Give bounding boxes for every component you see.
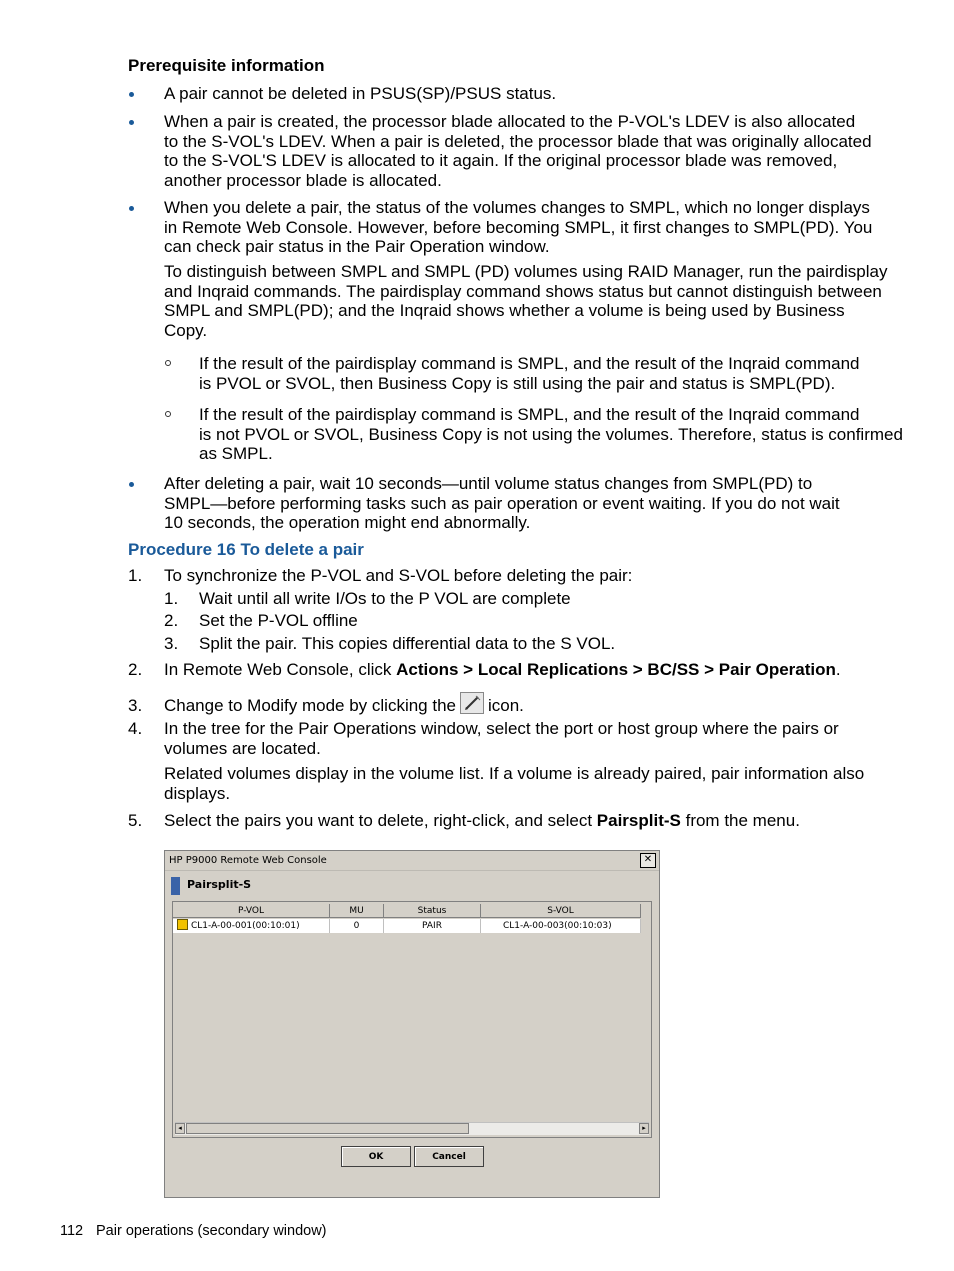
sub-bullet-2-line: is not PVOL or SVOL, Business Copy is not using the volumes. Therefore, status is confirmed xyxy=(199,424,903,444)
bullet-text-4-line: After deleting a pair, wait 10 seconds—until volume status changes from SMPL(PD) to xyxy=(164,474,813,493)
bullet-dot xyxy=(129,92,134,97)
bullet-3-paragraph-line: To distinguish between SMPL and SMPL (PD) volumes using RAID Manager, run the pairdisplay xyxy=(164,262,888,281)
bullet-3-paragraph-line: Copy. xyxy=(164,320,208,340)
bullet-text-3-line: can check pair status in the Pair Operation window. xyxy=(164,237,550,256)
menu-path: Actions > Local Replications > BC/SS > Pair Operation xyxy=(396,660,836,679)
horizontal-scrollbar[interactable] xyxy=(175,1122,649,1135)
column-header-pvol[interactable]: P-VOL xyxy=(173,904,330,918)
cell-status: PAIR xyxy=(384,919,481,933)
procedure-title: Procedure 16 To delete a pair xyxy=(128,540,364,559)
sub-bullet-2-line: as SMPL. xyxy=(199,444,273,463)
step-4-paragraph-line: Related volumes display in the volume list. If a volume is already paired, pair information also xyxy=(164,764,865,783)
substep-text: Set the P-VOL offline xyxy=(199,611,358,630)
step-2-text xyxy=(164,660,841,680)
footer-section: Pair operations (secondary window) xyxy=(96,1223,327,1239)
column-header-status[interactable]: Status xyxy=(384,904,481,918)
pairsplit-dialog xyxy=(164,850,660,1198)
table-header xyxy=(173,904,641,918)
step-5-text xyxy=(164,811,800,831)
bullet-text-2-line: When a pair is created, the processor blade allocated to the P-VOL's LDEV is also allocated xyxy=(164,112,856,131)
cell-pvol xyxy=(173,919,330,933)
sub-bullet-circle xyxy=(165,360,171,366)
cell-mu: 0 xyxy=(330,919,384,933)
step-2-post: . xyxy=(835,660,841,679)
substep-number: 3. xyxy=(164,634,179,653)
bullet-text-1: A pair cannot be deleted in PSUS(SP)/PSUS status. xyxy=(164,84,557,103)
ok-button[interactable]: OK xyxy=(341,1146,411,1167)
step-3-post: icon. xyxy=(488,696,524,715)
scroll-thumb[interactable] xyxy=(186,1123,469,1134)
bullet-text-4-line: 10 seconds, the operation might end abnormally. xyxy=(164,513,531,532)
scroll-right-icon[interactable]: ▸ xyxy=(639,1123,649,1134)
bullet-dot xyxy=(129,120,134,125)
cancel-button[interactable]: Cancel xyxy=(414,1146,484,1167)
substep-text: Split the pair. This copies differential data to the S VOL. xyxy=(199,634,616,653)
step-number: 5. xyxy=(128,811,143,830)
dialog-title: HP P9000 Remote Web Console xyxy=(165,851,659,871)
cell-svol: CL1-A-00-003(00:10:03) xyxy=(481,919,641,933)
bullet-text-3-line: in Remote Web Console. However, before becoming SMPL, it first changes to SMPL(PD). You xyxy=(164,217,873,237)
step-5-post: from the menu. xyxy=(680,811,800,830)
pvol-value: CL1-A-00-001(00:10:01) xyxy=(191,921,300,931)
step-number: 1. xyxy=(128,566,143,585)
step-number: 3. xyxy=(128,696,143,715)
step-4-paragraph-line: displays. xyxy=(164,783,231,803)
modify-pencil-icon xyxy=(460,692,484,714)
close-icon[interactable]: ✕ xyxy=(640,853,656,868)
prerequisite-heading: Prerequisite information xyxy=(128,56,325,75)
menu-item-name: Pairsplit-S xyxy=(596,811,681,830)
sub-bullet-2-line: If the result of the pairdisplay command is SMPL, and the result of the Inqraid command xyxy=(199,405,860,424)
column-header-mu[interactable]: MU xyxy=(330,904,384,918)
bullet-dot xyxy=(129,206,134,211)
bullet-text-2-line: to the S-VOL's LDEV. When a pair is deleted, the processor blade that was originally allocated xyxy=(164,131,872,151)
step-number: 4. xyxy=(128,719,143,738)
bullet-text-2-line: to the S-VOL'S LDEV is allocated to it again. If the original processor blade was removed, xyxy=(164,151,838,170)
sub-bullet-1-line: If the result of the pairdisplay command is SMPL, and the result of the Inqraid command xyxy=(199,354,860,373)
substep-text: Wait until all write I/Os to the P VOL are complete xyxy=(199,589,571,608)
step-number: 2. xyxy=(128,660,143,679)
step-1-text: To synchronize the P-VOL and S-VOL before deleting the pair: xyxy=(164,566,633,585)
bullet-text-2-line: another processor blade is allocated. xyxy=(164,170,442,190)
pair-volume-icon xyxy=(177,919,188,930)
heading-marker xyxy=(171,877,180,895)
column-header-svol[interactable]: S-VOL xyxy=(481,904,641,918)
dialog-heading: Pairsplit-S xyxy=(187,878,252,891)
bullet-3-paragraph-line: SMPL and SMPL(PD); and the Inqraid shows whether a volume is being used by Business xyxy=(164,301,845,320)
sub-bullet-1-line: is PVOL or SVOL, then Business Copy is still using the pair and status is SMPL(PD). xyxy=(199,373,836,393)
bullet-3-paragraph-line: and Inqraid commands. The pairdisplay command shows status but cannot distinguish between xyxy=(164,281,882,301)
substep-number: 2. xyxy=(164,611,179,630)
step-5-pre: Select the pairs you want to delete, right-click, and select xyxy=(164,811,597,830)
bullet-dot xyxy=(129,482,134,487)
table-row[interactable] xyxy=(173,919,641,933)
bullet-text-3-line: When you delete a pair, the status of the volumes changes to SMPL, which no longer displays xyxy=(164,198,870,217)
step-3-pre: Change to Modify mode by clicking the xyxy=(164,696,456,715)
substep-number: 1. xyxy=(164,589,179,608)
page-number: 112 xyxy=(60,1223,84,1239)
step-4-line: In the tree for the Pair Operations window, select the port or host group where the pairs or xyxy=(164,719,839,738)
sub-bullet-circle xyxy=(165,411,171,417)
step-4-line: volumes are located. xyxy=(164,738,321,758)
step-2-pre: In Remote Web Console, click xyxy=(164,660,397,679)
pair-table xyxy=(172,901,652,1138)
bullet-text-4-line: SMPL—before performing tasks such as pair operation or event waiting. If you do not wait xyxy=(164,493,840,513)
scroll-left-icon[interactable]: ◂ xyxy=(175,1123,185,1134)
